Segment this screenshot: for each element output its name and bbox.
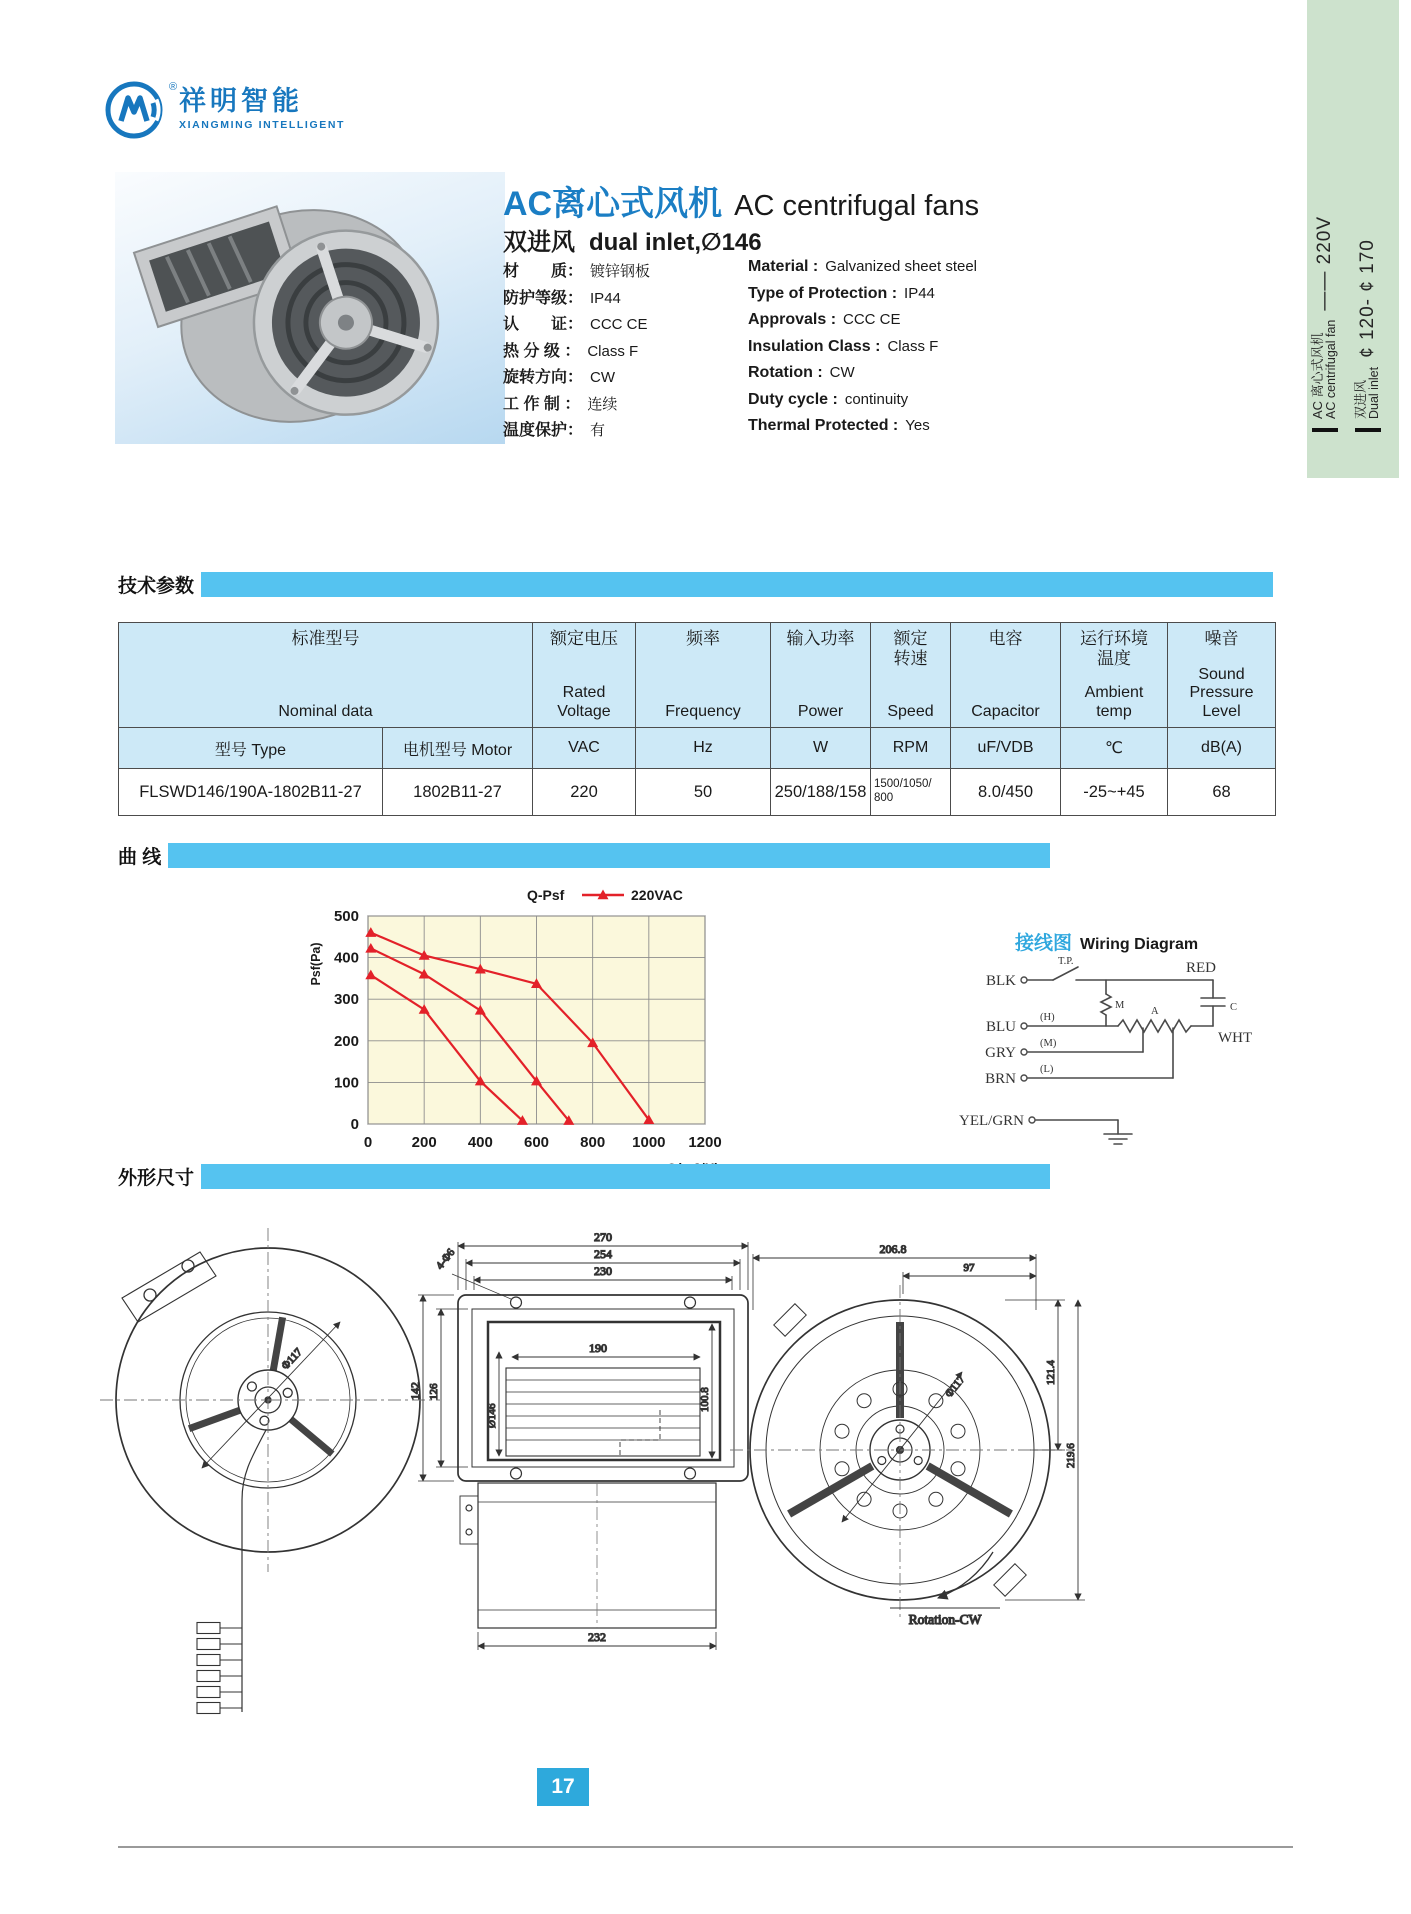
- cell-noise: 68: [1168, 769, 1276, 816]
- spec-row: 工 作 制 ： 连续: [503, 395, 618, 413]
- drawing-side-view: [730, 1242, 1085, 1627]
- col-header-ambient: 运行环境 温度 Ambient temp: [1061, 623, 1168, 728]
- svg-text:1200: 1200: [688, 1134, 722, 1151]
- spec-row: 材 质： 镀锌钢板: [503, 263, 651, 280]
- section-bar: [168, 843, 1050, 868]
- wire-label-gry: GRY: [985, 1045, 1016, 1061]
- sidebar-tick: [1355, 428, 1381, 432]
- svg-text:400: 400: [333, 949, 359, 967]
- rotation-label: Rotation-CW: [908, 1612, 982, 1627]
- sidebar-group-type: [1354, 239, 1382, 432]
- wiring-diagram-title: 接线图 Wiring Diagram: [1015, 933, 1199, 954]
- label-mid: (M): [1040, 1038, 1057, 1049]
- wire-label-blk: BLK: [986, 973, 1016, 989]
- product-photo: [115, 172, 505, 444]
- registered-mark: ®: [169, 81, 178, 94]
- wire-label-red: RED: [1186, 960, 1216, 976]
- section-header-tech: 技术参数: [118, 571, 1273, 598]
- svg-text:1000: 1000: [632, 1134, 666, 1151]
- cell-hz: 50: [636, 769, 771, 816]
- dim-total-height: 219.6: [1065, 1443, 1077, 1468]
- page-title: [503, 176, 979, 225]
- dim-overall-width: 270: [594, 1230, 612, 1244]
- sidebar-series-en: AC centrifugal fan: [1324, 319, 1339, 419]
- spec-row: 防护等级： IP44: [503, 289, 621, 307]
- drawing-top-view: [408, 1230, 748, 1650]
- spec-row: 热 分 级 ： Class F: [503, 342, 639, 360]
- spec-row: 旋转方向： CW: [503, 369, 616, 386]
- dim-bolt-width: 254: [594, 1247, 612, 1261]
- wiring-diagram: [958, 956, 1298, 1161]
- spec-row: Material : Galvanized sheet steel: [748, 258, 978, 275]
- logo-mark-icon: [103, 76, 169, 142]
- label-low: (L): [1040, 1064, 1054, 1075]
- svg-text:200: 200: [333, 1032, 359, 1050]
- title-cn: AC离心式风机: [503, 185, 723, 223]
- wire-label-brn: BRN: [985, 1071, 1016, 1087]
- sidebar-voltage: —— 220V: [1314, 215, 1336, 311]
- cell-vac: 220: [533, 769, 636, 816]
- svg-text:300: 300: [333, 991, 359, 1009]
- dim-inner-width: 230: [594, 1264, 612, 1278]
- col-header-power: 输入功率 Power: [771, 623, 871, 728]
- category-sidebar: [1307, 0, 1399, 478]
- sidebar-size-range: ¢ 120- ¢ 170: [1357, 239, 1379, 358]
- company-logo: [103, 76, 345, 142]
- spec-row: 温度保护： 有: [503, 422, 606, 439]
- dim-overall-height: 142: [408, 1382, 422, 1400]
- spec-row: Insulation Class : Class F: [748, 337, 939, 355]
- data-row: [119, 769, 1276, 816]
- performance-chart: [290, 876, 730, 1176]
- brand-name-cn: 祥明智能: [179, 86, 303, 117]
- page-subtitle: [503, 222, 762, 257]
- svg-text:100: 100: [333, 1074, 359, 1092]
- col-header-capacitor: 电容 Capacitor: [951, 623, 1061, 728]
- dim-impeller-width: 190: [589, 1341, 607, 1355]
- svg-text:Psf(Pa): Psf(Pa): [309, 942, 323, 986]
- svg-text:800: 800: [580, 1134, 606, 1151]
- svg-text:500: 500: [333, 908, 359, 925]
- units-row: 型号 Type 电机型号 Motor VAC Hz W RPM uF/VDB ℃ dB(A): [119, 728, 1276, 769]
- subtitle-cn: 双进风: [503, 229, 575, 256]
- wire-label-blu: BLU: [986, 1019, 1016, 1035]
- dim-side-dia: Φ117: [943, 1373, 968, 1400]
- title-en: AC centrifugal fans: [734, 190, 980, 222]
- wire-label-yelgrn: YEL/GRN: [959, 1113, 1024, 1129]
- sidebar-tick: [1312, 428, 1338, 432]
- spec-list-en: [748, 258, 1048, 444]
- spec-row: 认 证： CCC CE: [503, 316, 648, 333]
- section-bar: [201, 1164, 1050, 1189]
- col-header-noise: 噪音 Sound Pressure Level: [1168, 623, 1276, 728]
- brand-name-en: XIANGMING INTELLIGENT: [179, 118, 346, 131]
- col-header-speed: 额定 转速 Speed: [871, 623, 951, 728]
- page-number: 17: [537, 1768, 589, 1806]
- dim-inlet-dia: Ø146: [486, 1403, 498, 1428]
- spec-row: Approvals : CCC CE: [748, 311, 901, 328]
- sidebar-series-cn: AC 离心式风机: [1310, 332, 1325, 419]
- svg-text:220VAC: 220VAC: [631, 887, 683, 903]
- dim-side-offset: 97: [963, 1262, 975, 1274]
- col-header-frequency: 频率 Frequency: [636, 623, 771, 728]
- cell-cap: 8.0/450: [951, 769, 1061, 816]
- cell-motor: 1802B11-27: [383, 769, 533, 816]
- sidebar-type-cn: 双进风: [1353, 379, 1368, 419]
- svg-text:400: 400: [467, 1134, 493, 1151]
- dim-holes: 4-Φ6: [433, 1246, 458, 1272]
- svg-text:200: 200: [411, 1134, 437, 1151]
- spec-row: Type of Protection : IP44: [748, 284, 935, 302]
- section-bar: [201, 572, 1273, 597]
- dim-inner-height: 126: [428, 1383, 440, 1400]
- dim-duct-height: 100.8: [699, 1387, 711, 1412]
- label-capacitor: C: [1230, 1002, 1238, 1013]
- subtitle-en: dual inlet,∅146: [589, 229, 762, 256]
- dim-center-height: 121.4: [1045, 1360, 1057, 1385]
- tech-params-table: [118, 622, 1276, 816]
- label-motor: M: [1115, 1000, 1125, 1011]
- svg-text:0: 0: [350, 1116, 359, 1133]
- cell-power: 250/188/158: [771, 769, 871, 816]
- svg-text:0: 0: [363, 1134, 373, 1151]
- col-header-nominal: 标准型号 Nominal data: [119, 623, 533, 728]
- sidebar-group-series: [1311, 216, 1339, 432]
- dim-front-dia: Φ117: [279, 1346, 305, 1373]
- footer-divider: [118, 1846, 1293, 1848]
- spec-row: Duty cycle : continuity: [748, 390, 909, 408]
- section-header-curve: 曲 线: [118, 842, 1050, 869]
- fan-illustration: [115, 172, 505, 444]
- dim-depth: 232: [588, 1630, 606, 1644]
- cell-type: FLSWD146/190A-1802B11-27: [119, 769, 383, 816]
- dim-side-width: 206.8: [879, 1242, 907, 1256]
- cell-rpm: 1500/1050/ 800: [871, 769, 951, 816]
- label-high: (H): [1040, 1012, 1055, 1023]
- spec-row: Rotation : CW: [748, 364, 855, 381]
- svg-text:600: 600: [523, 1134, 550, 1151]
- cell-temp: -25~+45: [1061, 769, 1168, 816]
- wire-label-wht: WHT: [1218, 1030, 1253, 1046]
- dimension-drawings: [100, 1200, 1100, 1750]
- svg-text:Q-Psf: Q-Psf: [527, 887, 565, 903]
- drawing-front-view: [100, 1228, 440, 1714]
- spec-list-cn: [503, 258, 743, 444]
- spec-row: Thermal Protected : Yes: [748, 417, 930, 434]
- section-header-dims: 外形尺寸: [118, 1163, 1050, 1190]
- label-thermal-protector: T.P.: [1058, 956, 1074, 967]
- label-aux-winding: A: [1151, 1006, 1159, 1017]
- col-header-voltage: 额定电压 Rated Voltage: [533, 623, 636, 728]
- sidebar-type-en: Dual inlet: [1367, 366, 1382, 419]
